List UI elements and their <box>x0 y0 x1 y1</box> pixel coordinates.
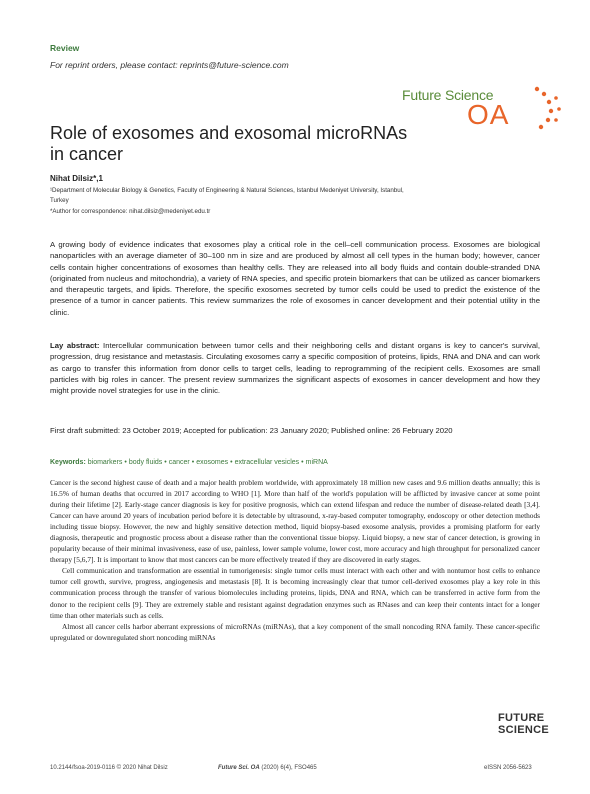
keyword-link[interactable]: biomarkers <box>87 459 123 466</box>
keywords-list <box>88 459 328 466</box>
keyword-link[interactable]: extracellular vesicles <box>234 459 300 466</box>
footer-issn: eISSN 2056-5623 <box>484 765 532 771</box>
body-text <box>50 477 540 643</box>
keyword-link[interactable]: body fluids <box>128 459 163 466</box>
keyword-separator: • <box>191 459 195 466</box>
footer-journal: Future Sci. OA <box>218 765 260 771</box>
logo-line-2: SCIENCE <box>498 724 549 736</box>
title-line-1: Role of exosomes and exosomal microRNAs <box>50 123 408 143</box>
title-line-2: in cancer <box>50 144 124 164</box>
reprint-notice: For reprint orders, please contact: reprints@future-science.com <box>50 60 289 70</box>
keyword-separator: • <box>301 459 304 466</box>
affiliation-line-2: Turkey <box>50 197 69 204</box>
journal-suffix: OA <box>467 99 510 130</box>
keyword-link[interactable]: cancer <box>168 459 190 466</box>
keyword-link[interactable]: miRNA <box>305 459 328 466</box>
publication-dates: First draft submitted: 23 October 2019; Accepted for publication: 23 January 2020; Published online: 26 February 2020 <box>50 426 453 435</box>
body-paragraph-3: Almost all cancer cells harbor aberrant expressions of microRNAs (miRNAs), that a key component of the small noncoding RNA family. These cancer-specific upregulated or downregulated short noncoding miRNAs <box>50 621 540 642</box>
affiliation <box>50 186 450 206</box>
brand-dots-icon <box>529 85 565 131</box>
body-paragraph-2: Cell communication and transformation are essential in tumorigenesis: single tumor cells must interact with each other and with nontumor host cells to enhance tumor cell growth, survive, progress, angiogenesis and metastasis [8]. It is becoming increasingly clear that tumor cell-derived exosomes play a key role in this communication process through the transfer of various biomolecules including proteins, lipids, DNA and RNA, which can be transferred in active form from the donor to the recipient cells [9]. They are extremely stable and resistant against degradation enzymes such as RNases and can keep their contents intact for a longer time than other materials such as cells. <box>50 566 540 620</box>
abstract: A growing body of evidence indicates that exosomes play a critical role in the cell–cell communication process. Exosomes are biological nanoparticles with an average diameter of 30–100 nm in size and are produced by almost all cell types in the human body; however, cancer cells contain higher concentrations of exosomes than healthy cells. They are released into all body fluids and contain double-stranded DNA (originated from nucleus and mitochondria), a variety of RNA species, and specific protein biomarkers that can be utilized as cancer biomarkers and therapeutic targets, and lipids. Therefore, the specific exosomes secreted by tumor cells could be used to predict the existence of the presence of a tumor in cancer patients. This review summarizes the role of exosomes in cancer development and their potential utility in the clinic. <box>50 240 540 317</box>
keywords <box>50 459 540 466</box>
keyword-separator: • <box>230 459 233 466</box>
footer-citation <box>218 765 317 771</box>
correspondence: *Author for correspondence: nihat.dilsiz@medeniyet.edu.tr <box>50 208 211 215</box>
keyword-separator: • <box>164 459 167 466</box>
lay-abstract <box>50 340 540 396</box>
journal-name: Future Science <box>402 87 494 103</box>
logo-line-1: FUTURE <box>498 712 545 724</box>
keyword-separator: • <box>124 459 127 466</box>
lay-abstract-text: Intercellular communication between tumor cells and their neighboring cells and distant organs is key to cancer's survival, progression, drug resistance and metastasis. Circulating exosomes carry a specific composition of proteins, lipids, RNA and DNA and can work as cargo to transfer this information from donor cells to target cells, leading to reprogramming of the recipient cells. Exosomes are small particles with big roles in cancer. The present review summarizes the significant aspects of exosomes in cancer development and how they might provide novel strategies for use in the clinic. <box>50 341 540 396</box>
future-science-logo <box>498 712 558 742</box>
body-paragraph-1: Cancer is the second highest cause of death and a major health problem worldwide, with approximately 18 million new cases and 9.6 million deaths annually; this is 16.5% of human deaths that occurred in 2017 according to WHO [1]. More than half of the world's population will be afflicted by invasive cancer at some point during their lifetime [2]. Early-stage cancer diagnosis is key for positive prognosis, which can extend lifespan and reduce the number of disease-related death [3,4]. Cancer can have around 20 years of incubation period before it is detectable by ultrasound, x-ray-based computer tomography, endoscopy or other detection methods including tissue biopsy. However, the new and highly sensitive detection method, liquid biopsy-based exosome analysis, provides a promising platform for early diagnosis, therapeutic and prognostic process about a disease rather than the conventional tissue biopsy. Liquid biopsy, a new star of cancer detection, is growing in popularity because of their minimal invasiveness, ease of use, painless, lower sample volume, lower cost, more accuracy and high throughput for personalized cancer therapy [5,6,7]. It is important to know that most cancers can be more effectively treated if they are discovered in early stages. <box>50 478 540 565</box>
affiliation-line-1: ¹Department of Molecular Biology & Genetics, Faculty of Engineering & Natural Sciences, Istanbul Medeniyet University, Istanbul, <box>50 187 404 194</box>
lay-abstract-label: Lay abstract: <box>50 341 100 350</box>
article-title <box>50 123 470 165</box>
keywords-label: Keywords: <box>50 459 86 466</box>
footer-doi: 10.2144/fsoa-2019-0116 © 2020 Nihat Dilsiz <box>50 765 168 771</box>
footer-citation-detail: (2020) 6(4), FSO465 <box>259 765 317 771</box>
keyword-link[interactable]: exosomes <box>196 459 229 466</box>
author-name: Nihat Dilsiz*,1 <box>50 174 103 183</box>
section-label: Review <box>50 43 80 53</box>
